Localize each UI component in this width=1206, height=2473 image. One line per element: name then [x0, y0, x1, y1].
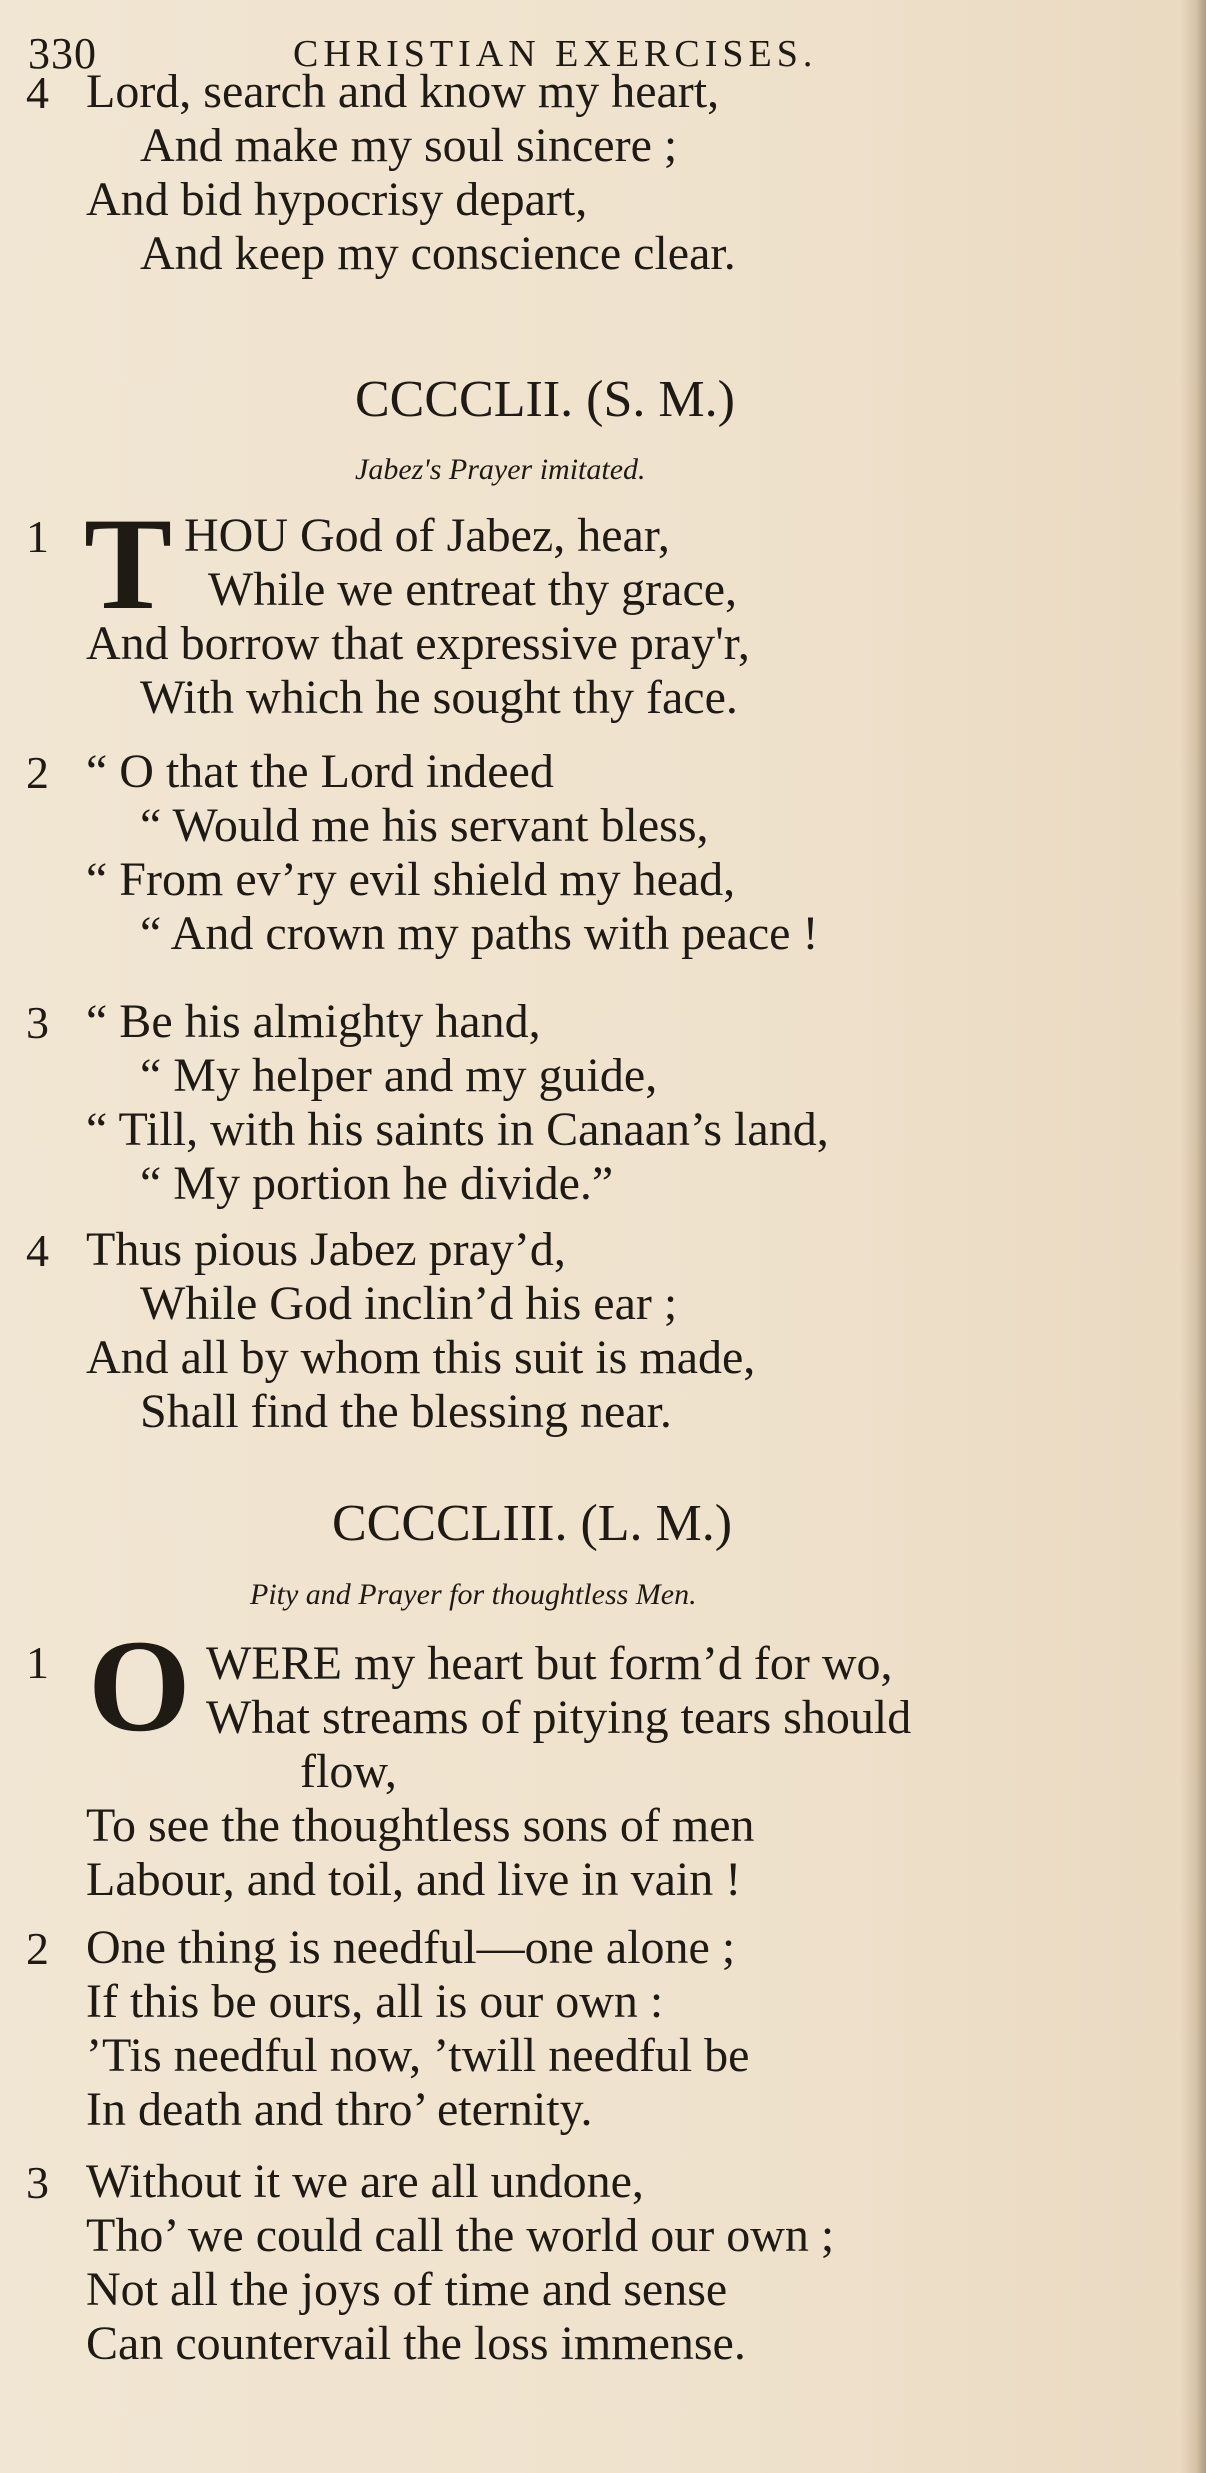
verse-line: “ Be his almighty hand,: [86, 995, 541, 1048]
verse-line: And borrow that expressive pray'r,: [86, 617, 750, 670]
page-edge-shadow: [1180, 0, 1206, 2473]
running-title: CHRISTIAN EXERCISES.: [293, 33, 818, 75]
verse-line: While God inclin’d his ear ;: [140, 1277, 678, 1330]
verse-number: 4: [26, 1225, 49, 1276]
verse-line: “ My portion he divide.”: [140, 1157, 614, 1210]
verse-number: 2: [26, 747, 49, 798]
verse-line: To see the thoughtless sons of men: [86, 1799, 755, 1852]
verse-number: 3: [26, 2157, 49, 2208]
verse-number: 2: [26, 1923, 49, 1974]
drop-cap: O: [88, 1612, 191, 1759]
hymn-subtitle: Pity and Prayer for thoughtless Men.: [250, 1578, 697, 1611]
verse-line: In death and thro’ eternity.: [86, 2083, 593, 2136]
verse-line: “ And crown my paths with peace !: [140, 907, 819, 960]
verse-line: Can countervail the loss immense.: [86, 2317, 746, 2370]
hymn-title: CCCCLIII. (L. M.): [332, 1495, 733, 1552]
verse-line: And all by whom this suit is made,: [86, 1331, 756, 1384]
verse-line: “ O that the Lord indeed: [86, 745, 554, 798]
verse-line: One thing is needful—one alone ;: [86, 1921, 736, 1974]
hymn-title: CCCCLII. (S. M.): [355, 371, 735, 428]
verse-line: flow,: [300, 1745, 397, 1798]
verse-line: Not all the joys of time and sense: [86, 2263, 728, 2316]
verse-line: And make my soul sincere ;: [140, 119, 678, 172]
verse-line: While we entreat thy grace,: [208, 563, 738, 616]
verse-line: Tho’ we could call the world our own ;: [86, 2209, 835, 2262]
drop-cap: T: [84, 490, 173, 637]
verse-line: Thus pious Jabez pray’d,: [86, 1223, 566, 1276]
verse-line: WERE my heart but form’d for wo,: [206, 1637, 893, 1690]
verse-line: If this be ours, all is our own :: [86, 1975, 664, 2028]
page-number: 330: [28, 29, 97, 78]
hymn-subtitle: Jabez's Prayer imitated.: [355, 453, 646, 486]
verse-line: Labour, and toil, and live in vain !: [86, 1853, 742, 1906]
verse-line: “ My helper and my guide,: [140, 1049, 658, 1102]
verse-number: 1: [26, 511, 49, 562]
verse-line: “ Would me his servant bless,: [140, 799, 709, 852]
verse-number: 4: [26, 67, 49, 118]
verse-line: And keep my conscience clear.: [140, 227, 736, 280]
verse-number: 1: [26, 1637, 49, 1688]
verse-line: HOU God of Jabez, hear,: [184, 509, 670, 562]
verse-line: Shall find the blessing near.: [140, 1385, 672, 1438]
verse-line: What streams of pitying tears should: [206, 1691, 912, 1744]
verse-line: And bid hypocrisy depart,: [86, 173, 588, 226]
verse-line: “ Till, with his saints in Canaan’s land,: [86, 1103, 829, 1156]
verse-number: 3: [26, 997, 49, 1048]
verse-line: “ From ev’ry evil shield my head,: [86, 853, 736, 906]
verse-line: ’Tis needful now, ’twill needful be: [86, 2029, 750, 2082]
verse-line: Lord, search and know my heart,: [86, 65, 720, 118]
verse-line: Without it we are all undone,: [86, 2155, 644, 2208]
verse-line: With which he sought thy face.: [140, 671, 738, 724]
